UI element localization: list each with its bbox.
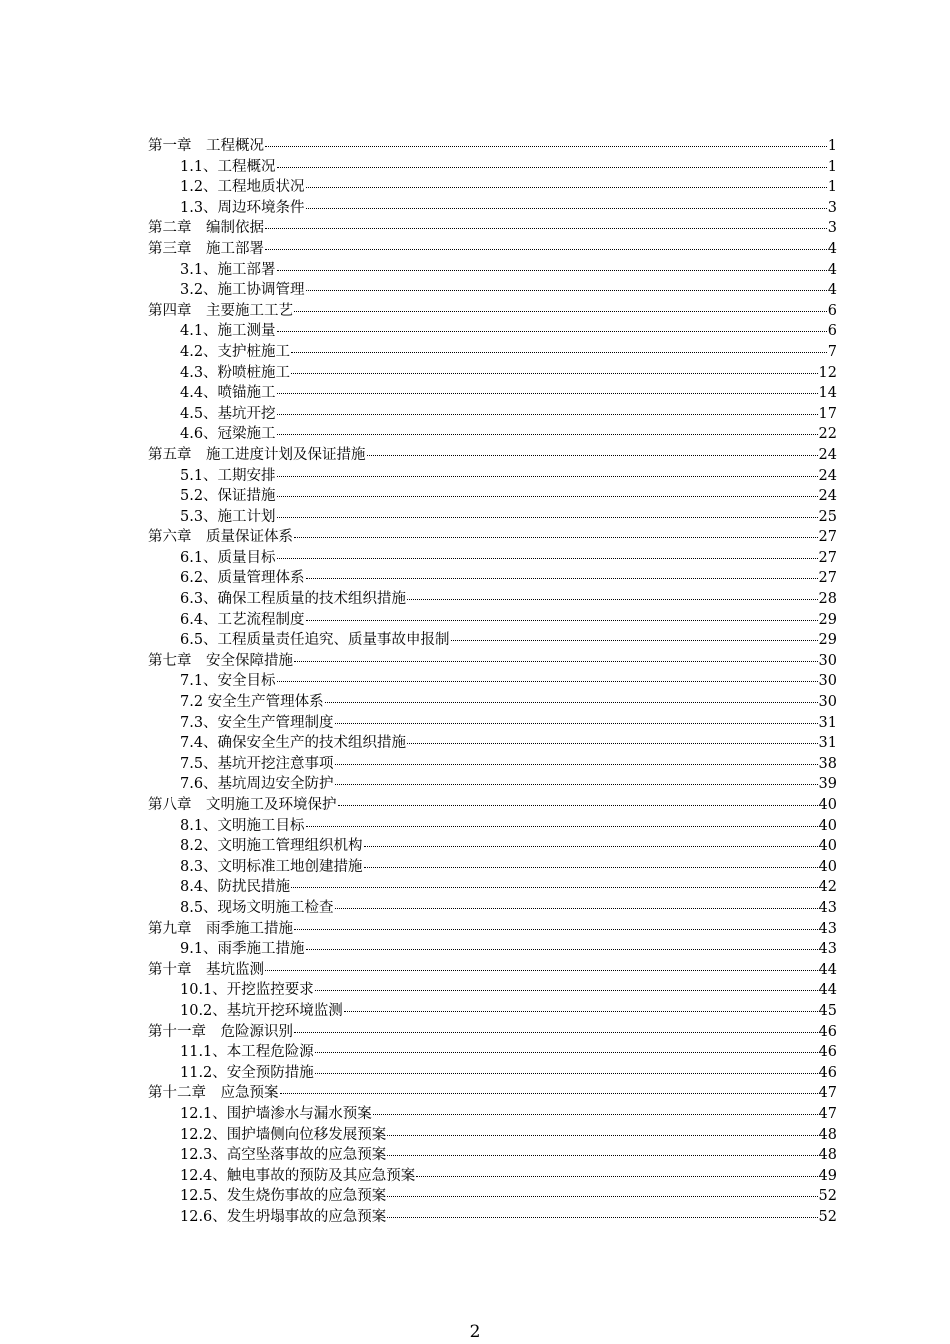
toc-dot-leader xyxy=(451,640,818,641)
toc-entry-page: 6 xyxy=(827,323,837,340)
toc-dot-leader xyxy=(315,1052,818,1053)
toc-entry-title: 12.3、高空坠落事故的应急预案 xyxy=(180,1147,387,1164)
toc-section-entry[interactable] xyxy=(148,692,837,713)
toc-dot-leader xyxy=(306,208,827,209)
toc-entry-page: 38 xyxy=(818,755,837,772)
toc-entry-page: 47 xyxy=(818,1105,837,1122)
toc-section-entry[interactable] xyxy=(148,321,837,342)
toc-entry-page: 52 xyxy=(818,1188,837,1205)
toc-entry-page: 7 xyxy=(827,343,837,360)
toc-entry-page: 14 xyxy=(818,385,837,402)
toc-entry-page: 43 xyxy=(818,941,837,958)
toc-entry-title: 8.4、防扰民措施 xyxy=(180,879,291,896)
toc-section-entry[interactable] xyxy=(148,816,837,837)
toc-entry-title: 第一章 工程概况 xyxy=(148,138,264,154)
toc-section-entry[interactable] xyxy=(148,980,837,1001)
toc-section-entry[interactable] xyxy=(148,363,837,384)
toc-chapter-entry[interactable] xyxy=(148,239,837,260)
toc-entry-page: 3 xyxy=(827,220,837,237)
toc-chapter-entry[interactable] xyxy=(148,960,837,981)
toc-dot-leader xyxy=(387,1196,817,1197)
toc-entry-title: 第四章 主要施工工艺 xyxy=(148,302,293,319)
toc-section-entry[interactable] xyxy=(148,466,837,487)
toc-entry-title: 12.5、发生烧伤事故的应急预案 xyxy=(180,1188,387,1205)
toc-dot-leader xyxy=(265,228,827,229)
toc-section-entry[interactable] xyxy=(148,857,837,878)
toc-entry-page: 1 xyxy=(827,179,837,196)
toc-entry-page: 17 xyxy=(818,405,837,422)
toc-entry-page: 4 xyxy=(827,261,837,278)
toc-entry-page: 29 xyxy=(818,611,837,628)
toc-entry-page: 25 xyxy=(818,508,837,525)
toc-section-entry[interactable] xyxy=(148,713,837,734)
toc-entry-title: 6.5、工程质量责任追究、质量事故申报制 xyxy=(180,632,450,649)
toc-section-entry[interactable] xyxy=(148,548,837,569)
toc-entry-title: 6.3、确保工程质量的技术组织措施 xyxy=(180,591,407,608)
toc-entry-title: 11.1、本工程危险源 xyxy=(180,1044,314,1061)
toc-entry-title: 4.1、施工测量 xyxy=(180,323,276,340)
toc-entry-title: 12.6、发生坍塌事故的应急预案 xyxy=(180,1208,387,1225)
toc-entry-title: 12.2、围护墙侧向位移发展预案 xyxy=(180,1126,387,1143)
toc-entry-title: 10.1、开挖监控要求 xyxy=(180,982,314,999)
toc-chapter-entry[interactable] xyxy=(148,527,837,548)
toc-dot-leader xyxy=(277,414,818,415)
toc-entry-page: 40 xyxy=(818,838,837,855)
toc-dot-leader xyxy=(315,990,818,991)
toc-entry-page: 31 xyxy=(818,714,837,731)
toc-dot-leader xyxy=(294,1032,818,1033)
toc-chapter-entry[interactable] xyxy=(148,445,837,466)
toc-entry-title: 5.3、施工计划 xyxy=(180,508,276,525)
toc-dot-leader xyxy=(306,826,818,827)
toc-entry-title: 1.1、工程概况 xyxy=(180,158,276,175)
toc-entry-page: 27 xyxy=(818,529,837,546)
toc-entry-title: 第三章 施工部署 xyxy=(148,240,264,257)
toc-entry-title: 9.1、雨季施工措施 xyxy=(180,941,305,958)
toc-section-entry[interactable] xyxy=(148,1063,837,1084)
toc-dot-leader xyxy=(277,270,827,271)
toc-dot-leader xyxy=(407,599,817,600)
toc-section-entry[interactable] xyxy=(148,157,837,178)
toc-entry-title: 5.1、工期安排 xyxy=(180,467,276,484)
toc-section-entry[interactable] xyxy=(148,568,837,589)
toc-entry-title: 第二章 编制依据 xyxy=(148,220,264,237)
toc-entry-page: 39 xyxy=(818,776,837,793)
toc-dot-leader xyxy=(315,1073,818,1074)
toc-dot-leader xyxy=(338,805,818,806)
toc-entry-title: 4.5、基坑开挖 xyxy=(180,405,276,422)
toc-entry-title: 7.3、安全生产管理制度 xyxy=(180,714,334,731)
toc-entry-title: 8.3、文明标准工地创建措施 xyxy=(180,858,363,875)
toc-entry-title: 7.1、安全目标 xyxy=(180,673,276,690)
toc-section-entry[interactable] xyxy=(148,1042,837,1063)
toc-entry-page: 47 xyxy=(818,1085,837,1102)
toc-dot-leader xyxy=(364,867,818,868)
toc-section-entry[interactable] xyxy=(148,198,837,219)
toc-entry-title: 6.1、质量目标 xyxy=(180,549,276,566)
toc-section-entry[interactable] xyxy=(148,280,837,301)
toc-section-entry[interactable] xyxy=(148,610,837,631)
toc-section-entry[interactable] xyxy=(148,1207,837,1228)
toc-entry-page: 22 xyxy=(818,426,837,443)
toc-entry-page: 43 xyxy=(818,920,837,937)
toc-entry-page: 43 xyxy=(818,899,837,916)
toc-dot-leader xyxy=(373,1114,818,1115)
toc-section-entry[interactable] xyxy=(148,733,837,754)
toc-dot-leader xyxy=(294,661,818,662)
toc-entry-page: 31 xyxy=(818,735,837,752)
toc-section-entry[interactable] xyxy=(148,1104,837,1125)
toc-entry-title: 12.4、触电事故的预防及其应急预案 xyxy=(180,1167,416,1184)
toc-entry-title: 1.2、工程地质状况 xyxy=(180,179,305,196)
page-number: 2 xyxy=(469,1322,481,1342)
toc-section-entry[interactable] xyxy=(148,939,837,960)
toc-entry-title: 3.2、施工协调管理 xyxy=(180,282,305,299)
toc-section-entry[interactable] xyxy=(148,1001,837,1022)
toc-chapter-entry[interactable] xyxy=(148,136,837,157)
toc-dot-leader xyxy=(291,373,817,374)
toc-entry-page: 27 xyxy=(818,549,837,566)
table-of-contents xyxy=(148,136,837,1227)
toc-dot-leader xyxy=(335,764,818,765)
toc-section-entry[interactable] xyxy=(148,1186,837,1207)
toc-section-entry[interactable] xyxy=(148,1125,837,1146)
toc-entry-title: 11.2、安全预防措施 xyxy=(180,1064,314,1081)
toc-entry-title: 7.4、确保安全生产的技术组织措施 xyxy=(180,735,407,752)
toc-dot-leader xyxy=(364,846,818,847)
toc-dot-leader xyxy=(265,146,827,147)
toc-entry-page: 48 xyxy=(818,1147,837,1164)
toc-section-entry[interactable] xyxy=(148,177,837,198)
toc-dot-leader xyxy=(277,393,818,394)
toc-dot-leader xyxy=(277,167,827,168)
toc-section-entry[interactable] xyxy=(148,671,837,692)
toc-entry-title: 8.2、文明施工管理组织机构 xyxy=(180,838,363,855)
toc-section-entry[interactable] xyxy=(148,774,837,795)
toc-entry-title: 第十二章 应急预案 xyxy=(148,1085,279,1102)
toc-entry-title: 8.1、文明施工目标 xyxy=(180,817,305,834)
toc-entry-page: 52 xyxy=(818,1208,837,1225)
toc-dot-leader xyxy=(277,558,818,559)
toc-section-entry[interactable] xyxy=(148,589,837,610)
toc-entry-page: 24 xyxy=(818,446,837,463)
toc-entry-page: 44 xyxy=(818,961,837,978)
toc-dot-leader xyxy=(277,476,818,477)
toc-section-entry[interactable] xyxy=(148,1145,837,1166)
toc-entry-page: 30 xyxy=(818,673,837,690)
toc-entry-title: 7.6、基坑周边安全防护 xyxy=(180,776,334,793)
toc-section-entry[interactable] xyxy=(148,877,837,898)
toc-section-entry[interactable] xyxy=(148,404,837,425)
toc-section-entry[interactable] xyxy=(148,383,837,404)
toc-entry-page: 29 xyxy=(818,632,837,649)
toc-dot-leader xyxy=(294,311,827,312)
toc-dot-leader xyxy=(265,970,818,971)
toc-dot-leader xyxy=(277,681,818,682)
toc-dot-leader xyxy=(294,537,818,538)
toc-section-entry[interactable] xyxy=(148,836,837,857)
toc-dot-leader xyxy=(387,1135,817,1136)
toc-chapter-entry[interactable] xyxy=(148,651,837,672)
toc-entry-page: 46 xyxy=(818,1023,837,1040)
toc-dot-leader xyxy=(387,1217,817,1218)
toc-entry-page: 44 xyxy=(818,982,837,999)
toc-entry-title: 10.2、基坑开挖环境监测 xyxy=(180,1002,343,1019)
toc-chapter-entry[interactable] xyxy=(148,218,837,239)
toc-dot-leader xyxy=(335,723,818,724)
toc-entry-page: 1 xyxy=(827,138,837,154)
toc-entry-page: 4 xyxy=(827,240,837,257)
toc-entry-title: 1.3、周边环境条件 xyxy=(180,199,305,216)
toc-entry-title: 4.6、冠梁施工 xyxy=(180,426,276,443)
toc-section-entry[interactable] xyxy=(148,630,837,651)
toc-dot-leader xyxy=(277,496,818,497)
toc-entry-title: 第八章 文明施工及环境保护 xyxy=(148,797,337,813)
toc-entry-title: 第十章 基坑监测 xyxy=(148,961,264,978)
toc-entry-page: 30 xyxy=(818,694,837,711)
toc-entry-title: 第五章 施工进度计划及保证措施 xyxy=(148,446,366,463)
toc-dot-leader xyxy=(367,455,818,456)
toc-entry-title: 4.4、喷锚施工 xyxy=(180,385,276,402)
toc-entry-title: 3.1、施工部署 xyxy=(180,261,276,278)
toc-entry-page: 40 xyxy=(818,797,837,813)
toc-entry-page: 3 xyxy=(827,199,837,216)
toc-entry-title: 6.2、质量管理体系 xyxy=(180,570,305,587)
toc-dot-leader xyxy=(335,784,818,785)
toc-dot-leader xyxy=(306,187,827,188)
toc-entry-page: 40 xyxy=(818,858,837,875)
toc-dot-leader xyxy=(277,434,818,435)
toc-entry-title: 第六章 质量保证体系 xyxy=(148,529,293,546)
toc-dot-leader xyxy=(416,1176,817,1177)
toc-entry-title: 8.5、现场文明施工检查 xyxy=(180,899,334,916)
toc-chapter-entry[interactable] xyxy=(148,1022,837,1043)
toc-entry-page: 40 xyxy=(818,817,837,834)
toc-dot-leader xyxy=(335,908,818,909)
toc-section-entry[interactable] xyxy=(148,342,837,363)
toc-dot-leader xyxy=(277,517,818,518)
toc-dot-leader xyxy=(306,949,818,950)
toc-dot-leader xyxy=(291,887,817,888)
toc-entry-page: 1 xyxy=(827,158,837,175)
toc-section-entry[interactable] xyxy=(148,260,837,281)
toc-chapter-entry[interactable] xyxy=(148,795,837,816)
toc-entry-title: 12.1、围护墙渗水与漏水预案 xyxy=(180,1105,372,1122)
toc-entry-page: 12 xyxy=(818,364,837,381)
toc-entry-title: 4.2、支护桩施工 xyxy=(180,343,291,360)
toc-section-entry[interactable] xyxy=(148,424,837,445)
toc-entry-title: 5.2、保证措施 xyxy=(180,488,276,505)
toc-section-entry[interactable] xyxy=(148,1166,837,1187)
toc-dot-leader xyxy=(291,352,827,353)
toc-entry-title: 7.2 安全生产管理体系 xyxy=(180,694,324,711)
toc-entry-title: 第十一章 危险源识别 xyxy=(148,1023,293,1040)
toc-section-entry[interactable] xyxy=(148,754,837,775)
toc-section-entry[interactable] xyxy=(148,898,837,919)
toc-entry-page: 46 xyxy=(818,1044,837,1061)
toc-chapter-entry[interactable] xyxy=(148,919,837,940)
toc-entry-title: 第九章 雨季施工措施 xyxy=(148,920,293,937)
toc-dot-leader xyxy=(344,1011,818,1012)
toc-chapter-entry[interactable] xyxy=(148,1083,837,1104)
toc-section-entry[interactable] xyxy=(148,507,837,528)
toc-entry-page: 45 xyxy=(818,1002,837,1019)
toc-entry-page: 24 xyxy=(818,467,837,484)
toc-entry-title: 第七章 安全保障措施 xyxy=(148,652,293,669)
toc-entry-title: 4.3、粉喷桩施工 xyxy=(180,364,291,381)
toc-entry-page: 42 xyxy=(818,879,837,896)
toc-dot-leader xyxy=(306,620,818,621)
toc-dot-leader xyxy=(306,290,827,291)
toc-entry-page: 6 xyxy=(827,302,837,319)
toc-dot-leader xyxy=(277,331,827,332)
toc-entry-page: 48 xyxy=(818,1126,837,1143)
toc-dot-leader xyxy=(306,578,818,579)
toc-entry-page: 28 xyxy=(818,591,837,608)
toc-entry-page: 24 xyxy=(818,488,837,505)
toc-dot-leader xyxy=(325,702,818,703)
toc-dot-leader xyxy=(294,929,818,930)
toc-entry-page: 30 xyxy=(818,652,837,669)
toc-dot-leader xyxy=(407,743,817,744)
toc-entry-page: 49 xyxy=(818,1167,837,1184)
toc-entry-page: 46 xyxy=(818,1064,837,1081)
toc-chapter-entry[interactable] xyxy=(148,301,837,322)
toc-dot-leader xyxy=(280,1093,818,1094)
toc-section-entry[interactable] xyxy=(148,486,837,507)
toc-entry-page: 27 xyxy=(818,570,837,587)
toc-dot-leader xyxy=(265,249,827,250)
toc-dot-leader xyxy=(387,1155,817,1156)
toc-entry-title: 7.5、基坑开挖注意事项 xyxy=(180,755,334,772)
toc-entry-page: 4 xyxy=(827,282,837,299)
toc-entry-title: 6.4、工艺流程制度 xyxy=(180,611,305,628)
